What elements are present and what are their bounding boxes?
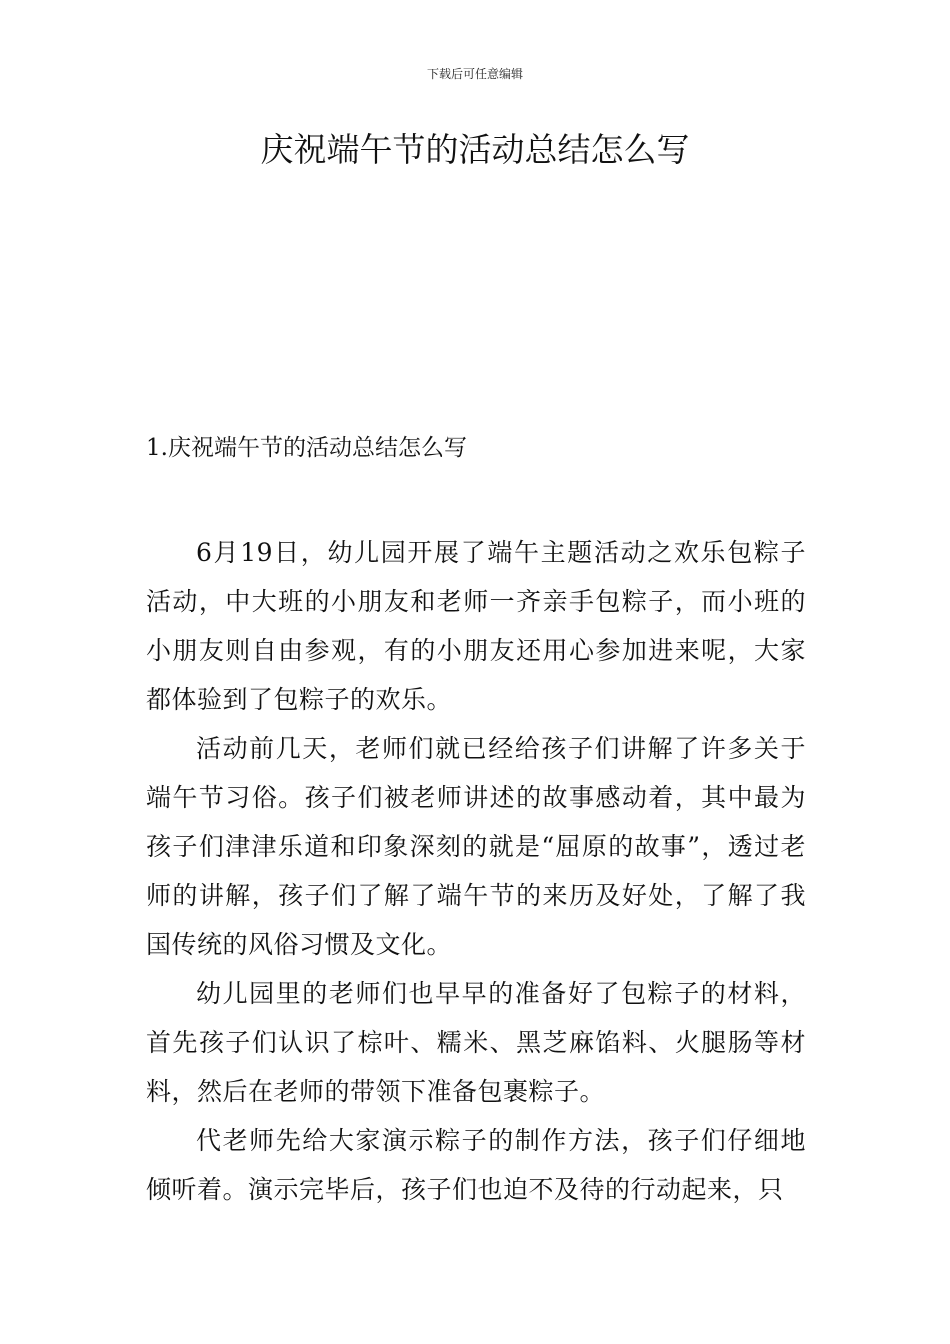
paragraph-1: 6月19日，幼儿园开展了端午主题活动之欢乐包粽子活动，中大班的小朋友和老师一齐亲手包粽子，而小班的小朋友则自由参观，有的小朋友还用心参加进来呢，大家都体验到了包粽子的欢乐。	[146, 538, 806, 714]
body-text	[146, 528, 806, 1214]
document-title: 庆祝端午节的活动总结怎么写	[260, 130, 690, 169]
paragraph-4: 代老师先给大家演示粽子的制作方法，孩子们仔细地倾听着。演示完毕后，孩子们也迫不及待的行动起来，只	[146, 1126, 806, 1204]
header-note: 下载后可任意编辑	[426, 67, 523, 81]
section-heading: 1.庆祝端午节的活动总结怎么写	[146, 435, 467, 461]
paragraph-3: 幼儿园里的老师们也早早的准备好了包粽子的材料，首先孩子们认识了棕叶、糯米、黑芝麻馅料、火腿肠等材料，然后在老师的带领下准备包裹粽子。	[146, 979, 806, 1106]
paragraph-2: 活动前几天，老师们就已经给孩子们讲解了许多关于端午节习俗。孩子们被老师讲述的故事感动着，其中最为孩子们津津乐道和印象深刻的就是“屈原的故事”，透过老师的讲解，孩子们了解了端午节的来历及好处，了解了我国传统的风俗习惯及文化。	[146, 734, 806, 959]
